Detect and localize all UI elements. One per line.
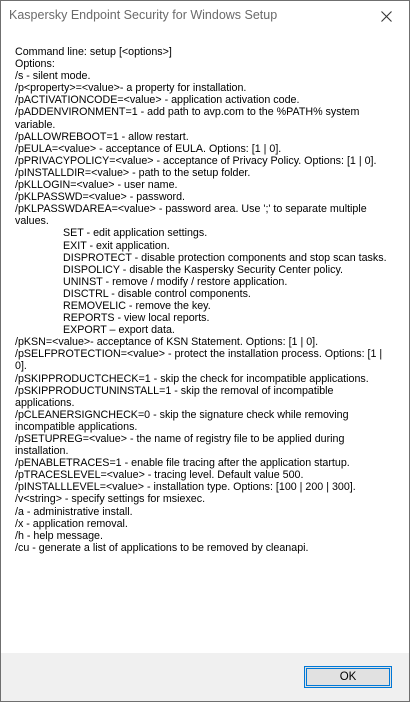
help-line-enabletraces: /pENABLETRACES=1 - enable file tracing after the application startup. — [15, 457, 350, 470]
help-line-ksn: /pKSN=<value>- acceptance of KSN Statement. Options: [1 | 0]. — [15, 336, 319, 349]
help-line-admin-install: /a - administrative install. — [15, 505, 133, 518]
help-content-area — [1, 31, 409, 653]
close-icon — [381, 11, 392, 22]
help-line-area-set: SET - edit application settings. — [63, 227, 208, 240]
help-line-msiexec: /v<string> - specify settings for msiexec. — [15, 493, 206, 506]
help-line-skipproductuninstall: /pSKIPPRODUCTUNINSTALL=1 - skip the removal of incompatible applications. — [15, 384, 337, 409]
help-line-area-removelic: REMOVELIC - remove the key. — [63, 299, 211, 312]
help-line-kllogin: /pKLLOGIN=<value> - user name. — [15, 179, 178, 192]
help-line-installlevel: /pINSTALLLEVEL=<value> - installation type. Options: [100 | 200 | 300]. — [15, 481, 356, 494]
help-line-area-disprotect: DISPROTECT - disable protection components and stop scan tasks. — [63, 251, 387, 264]
title-bar[interactable] — [1, 1, 409, 31]
help-line-help: /h - help message. — [15, 529, 103, 542]
help-line-selfprotection: /pSELFPROTECTION=<value> - protect the installation process. Options: [1 | 0]. — [15, 348, 386, 373]
help-line-installdir: /pINSTALLDIR=<value> - path to the setup folder. — [15, 166, 251, 179]
help-line-area-dispolicy: DISPOLICY - disable the Kaspersky Security Center policy. — [63, 263, 343, 276]
help-line-eula: /pEULA=<value> - acceptance of EULA. Options: [1 | 0]. — [15, 142, 282, 155]
help-line-traceslevel: /pTRACESLEVEL=<value> - tracing level. Default value 500. — [15, 469, 304, 482]
help-line-setupreg: /pSETUPREG=<value> - the name of registry file to be applied during installation. — [15, 433, 348, 458]
help-line-addenvironment: /pADDENVIRONMENT=1 - add path to avp.com to the %PATH% system variable. — [15, 106, 363, 131]
window-title: Kaspersky Endpoint Security for Windows Setup — [9, 8, 278, 22]
help-line-klpasswd: /pKLPASSWD=<value> - password. — [15, 191, 185, 204]
help-line-cleanapi: /cu - generate a list of applications to be removed by cleanapi. — [15, 541, 309, 554]
help-line-usage: Command line: setup [<options>] — [15, 46, 172, 58]
help-line-area-export: EXPORT – export data. — [63, 324, 175, 337]
help-line-options-heading: Options: — [15, 58, 55, 71]
button-bar — [1, 653, 409, 701]
help-line-area-disctrl: DISCTRL - disable control components. — [63, 287, 251, 300]
help-line-removal: /x - application removal. — [15, 517, 128, 530]
help-line-klpasswdarea: /pKLPASSWDAREA=<value> - password area. Use ';' to separate multiple values. — [15, 203, 370, 228]
close-button[interactable] — [363, 1, 409, 31]
help-line-cleanersigncheck: /pCLEANERSIGNCHECK=0 - skip the signature check while removing incompatible applications. — [15, 408, 352, 433]
help-line-area-uninst: UNINST - remove / modify / restore application. — [63, 275, 288, 288]
ok-button[interactable]: OK — [304, 666, 392, 688]
help-line-property: /p<property>=<value>- a property for installation. — [15, 82, 247, 95]
help-line-silent: /s - silent mode. — [15, 70, 91, 83]
help-line-area-exit: EXIT - exit application. — [63, 239, 170, 252]
help-line-privacypolicy: /pPRIVACYPOLICY=<value> - acceptance of Privacy Policy. Options: [1 | 0]. — [15, 154, 377, 167]
help-line-allowreboot: /pALLOWREBOOT=1 - allow restart. — [15, 130, 189, 143]
help-line-skipproductcheck: /pSKIPPRODUCTCHECK=1 - skip the check for incompatible applications. — [15, 372, 369, 385]
help-line-activationcode: /pACTIVATIONCODE=<value> - application activation code. — [15, 94, 300, 107]
command-line-help-text — [15, 46, 387, 554]
help-line-area-reports: REPORTS - view local reports. — [63, 312, 210, 325]
